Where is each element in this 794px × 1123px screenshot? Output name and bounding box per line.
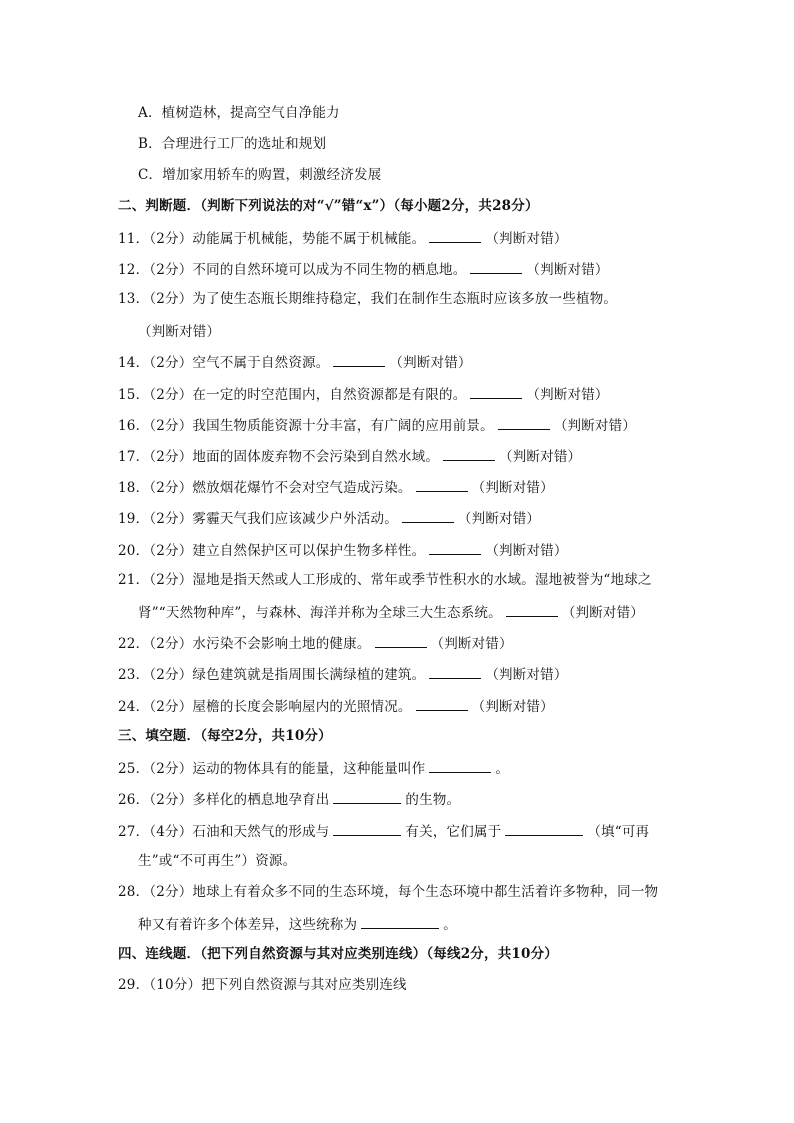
question-13-continued — [138, 321, 220, 341]
question-12 — [118, 259, 609, 279]
question-15 — [118, 384, 609, 404]
question-21-continued — [138, 602, 644, 622]
question-number: 16．（2分） — [118, 418, 193, 434]
question-text: 空气不属于自然资源。 — [192, 355, 330, 371]
answer-blank[interactable] — [470, 259, 522, 274]
question-28 — [118, 883, 658, 901]
question-text: 运动的物体具有的能量，这种能量叫作 — [192, 761, 426, 777]
question-text-end: 。 — [495, 761, 510, 777]
answer-blank[interactable] — [375, 633, 427, 648]
answer-blank[interactable] — [505, 821, 583, 836]
question-number: 26．（2分） — [118, 792, 193, 808]
question-number: 19．（2分） — [118, 511, 193, 527]
answer-blank[interactable] — [416, 696, 468, 711]
question-number: 29．（10分） — [118, 977, 202, 993]
question-22 — [118, 633, 513, 653]
question-13 — [118, 290, 617, 308]
answer-blank[interactable] — [429, 758, 491, 773]
question-number: 15．（2分） — [118, 387, 193, 403]
answer-blank[interactable] — [429, 664, 481, 679]
option-b: B．合理进行工厂的选址和规划 — [138, 136, 327, 152]
answer-blank[interactable] — [402, 508, 454, 523]
judge-suffix: （判断对错） — [526, 387, 609, 403]
question-21 — [118, 571, 652, 589]
question-text: 我国生物质能资源十分丰富，有广阔的应用前景。 — [192, 418, 494, 434]
question-number: 28．（2分） — [118, 884, 193, 900]
question-24 — [118, 696, 554, 716]
question-16 — [118, 415, 636, 435]
option-c: C．增加家用轿车的购置，刺激经济发展 — [138, 167, 382, 183]
question-text: 屋檐的长度会影响屋内的光照情况。 — [192, 699, 412, 715]
question-number: 13．（2分） — [118, 291, 193, 307]
question-number: 18．（2分） — [118, 480, 193, 496]
question-text: 燃放烟花爆竹不会对空气造成污染。 — [192, 480, 412, 496]
question-11 — [118, 228, 568, 248]
question-number: 22．（2分） — [118, 636, 193, 652]
judge-suffix: （判断对错） — [485, 667, 568, 683]
question-text: 肾”“天然物种库”，与森林、海洋并称为全球三大生态系统。 — [138, 605, 502, 621]
section-judge-title: 二、判断题．（判断下列说法的对“√”错“x”）（每小题2分，共28分） — [118, 198, 539, 214]
answer-blank[interactable] — [333, 821, 401, 836]
judge-suffix: （判断对错） — [138, 324, 221, 340]
answer-blank[interactable] — [429, 228, 481, 243]
answer-blank[interactable] — [333, 789, 401, 804]
answer-blank[interactable] — [361, 914, 439, 929]
question-number: 23．（2分） — [118, 667, 193, 683]
question-text: 为了使生态瓶长期维持稳定，我们在制作生态瓶时应该多放一些植物。 — [192, 291, 618, 307]
section-fill-title: 三、填空题．（每空2分，共10分） — [118, 728, 332, 744]
judge-suffix: （判断对错） — [553, 418, 637, 434]
question-text: 多样化的栖息地孕育出 — [192, 792, 330, 808]
answer-blank[interactable] — [470, 384, 522, 399]
judge-suffix: （判断对错） — [499, 449, 582, 465]
question-text-mid: 有关，它们属于 — [405, 824, 502, 840]
answer-blank[interactable] — [506, 602, 558, 617]
question-text: 水污染不会影响土地的健康。 — [192, 636, 371, 652]
question-number: 25．（2分） — [118, 761, 193, 777]
question-number: 21．（2分） — [118, 572, 193, 588]
question-text-end: 。 — [443, 917, 457, 933]
judge-suffix: （判断对错） — [561, 605, 645, 621]
question-number: 12．（2分） — [118, 262, 193, 278]
option-a: A．植树造林，提高空气自净能力 — [138, 105, 340, 121]
question-18 — [118, 477, 554, 497]
question-number: 27．（4分） — [118, 824, 193, 840]
question-text: 湿地是指天然或人工形成的、常年或季节性积水的水域。湿地被誉为“地球之 — [192, 572, 652, 588]
question-26 — [118, 789, 460, 809]
question-text: 石油和天然气的形成与 — [192, 824, 330, 840]
question-text: 动能属于机械能，势能不属于机械能。 — [192, 231, 426, 247]
question-text: 种又有着许多个体差异，这些统称为 — [138, 917, 358, 933]
question-text: 把下列自然资源与其对应类别连线 — [201, 977, 407, 993]
question-text: 地面的固体废弃物不会污染到自然水域。 — [192, 449, 440, 465]
answer-blank[interactable] — [416, 477, 468, 492]
question-number: 24．（2分） — [118, 699, 193, 715]
answer-blank[interactable] — [333, 352, 385, 367]
judge-suffix: （判断对错） — [389, 355, 472, 371]
question-27 — [118, 821, 649, 841]
question-number: 14．（2分） — [118, 355, 193, 371]
question-17 — [118, 446, 581, 466]
judge-suffix: （判断对错） — [471, 480, 554, 496]
question-29 — [118, 976, 407, 994]
question-text: 建立自然保护区可以保护生物多样性。 — [192, 543, 426, 559]
question-text: 地球上有着众多不同的生态环境，每个生态环境中都生活着许多物种，同一物 — [192, 884, 659, 900]
question-19 — [118, 508, 540, 528]
question-28-continued — [138, 914, 457, 934]
judge-suffix: （判断对错） — [471, 699, 554, 715]
judge-suffix: （判断对错） — [457, 511, 541, 527]
answer-blank[interactable] — [429, 540, 481, 555]
question-number: 20．（2分） — [118, 543, 193, 559]
question-20 — [118, 540, 568, 560]
question-text: 雾霾天气我们应该减少户外活动。 — [192, 511, 398, 527]
question-25 — [118, 758, 509, 778]
question-number: 17．（2分） — [118, 449, 193, 465]
question-text-end: （填“可再 — [587, 824, 650, 840]
judge-suffix: （判断对错） — [485, 543, 568, 559]
section-match-title: 四、连线题．（把下列自然资源与其对应类别连线）（每线2分，共10分） — [118, 946, 558, 962]
judge-suffix: （判断对错） — [430, 636, 513, 652]
judge-suffix: （判断对错） — [485, 231, 568, 247]
question-text: 绿色建筑就是指周围长满绿植的建筑。 — [192, 667, 426, 683]
question-27-continued: 生”或“不可再生”）资源。 — [138, 853, 297, 869]
question-text-end: 的生物。 — [405, 792, 461, 808]
answer-blank[interactable] — [498, 415, 550, 430]
judge-suffix: （判断对错） — [526, 262, 609, 278]
question-14 — [118, 352, 472, 372]
question-23 — [118, 664, 568, 684]
question-text: 在一定的时空范围内，自然资源都是有限的。 — [192, 387, 467, 403]
question-number: 11．（2分） — [118, 231, 193, 247]
answer-blank[interactable] — [443, 446, 495, 461]
question-text: 不同的自然环境可以成为不同生物的栖息地。 — [192, 262, 467, 278]
